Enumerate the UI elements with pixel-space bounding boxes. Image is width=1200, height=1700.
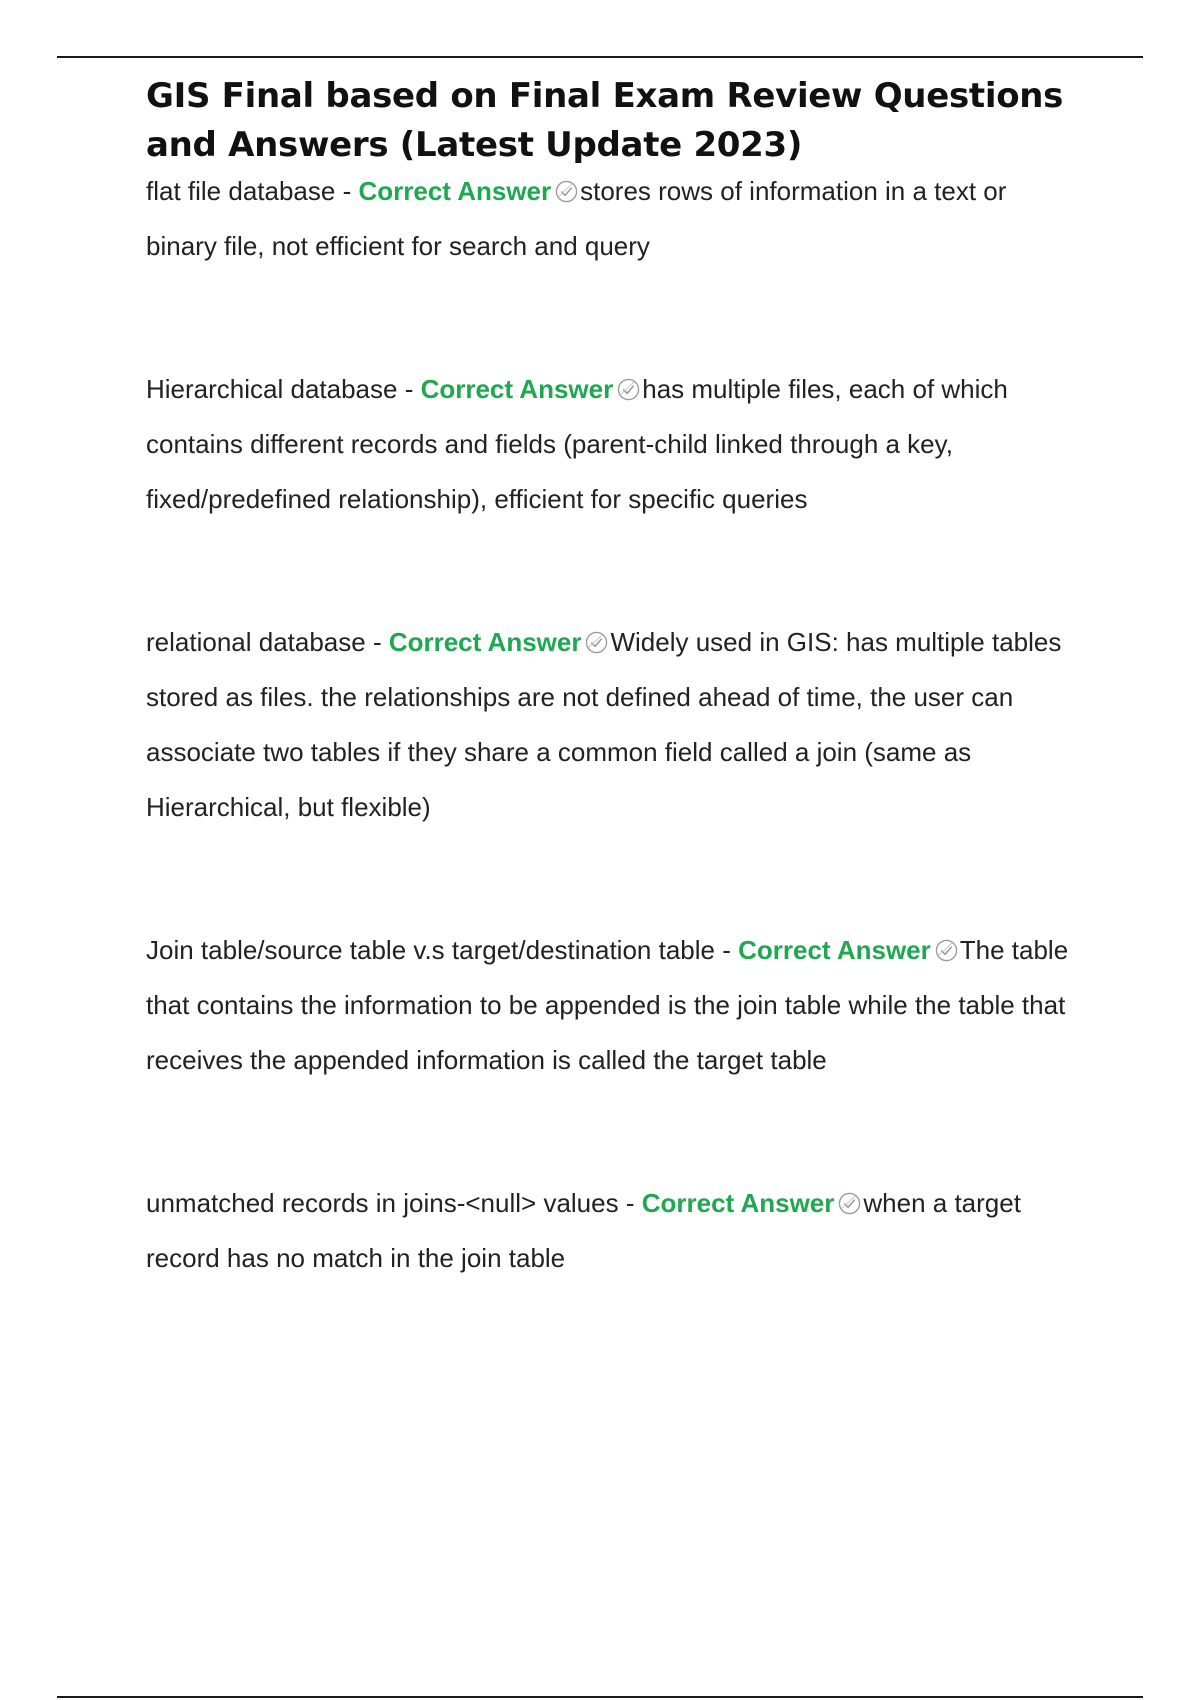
qa-separator: - (397, 374, 421, 404)
check-circle-icon (617, 378, 640, 401)
qa-separator: - (618, 1188, 642, 1218)
check-circle-icon (555, 180, 578, 203)
qa-answer: has multiple files, each of which contains different records and fields (parent-child linked through a key, fixed/predefined relationship), efficient for specific queries (146, 374, 1008, 514)
correct-answer-label: Correct Answer (420, 374, 614, 404)
qa-term: Join table/source table v.s target/destination table (146, 935, 715, 965)
correct-answer-label: Correct Answer (641, 1188, 835, 1218)
qa-answer: The table that contains the information to be appended is the join table while the table that receives the appended information is called the target table (146, 935, 1069, 1075)
bottom-rule (57, 1696, 1143, 1698)
check-circle-icon (838, 1192, 861, 1215)
qa-list (146, 164, 1076, 1286)
qa-answer: Widely used in GIS: has multiple tables stored as files. the relationships are not defined ahead of time, the user can associate two tables if they share a common field called a join (same as Hierarchical, but flexible) (146, 627, 1062, 822)
qa-separator: - (714, 935, 739, 965)
qa-term: unmatched records in joins-<null> values (146, 1188, 619, 1218)
qa-answer: stores rows of information in a text or binary file, not efficient for search and query (146, 176, 1007, 261)
qa-term: Hierarchical database (146, 374, 398, 404)
qa-answer: when a target record has no match in the join table (146, 1188, 1021, 1273)
qa-term: flat file database (146, 176, 336, 206)
qa-separator: - (335, 176, 359, 206)
qa-item (146, 164, 1076, 274)
qa-item (146, 362, 1076, 527)
qa-separator: - (365, 627, 389, 657)
qa-item (146, 1176, 1076, 1286)
correct-answer-label: Correct Answer (358, 176, 552, 206)
qa-item (146, 615, 1076, 835)
qa-term: relational database (146, 627, 366, 657)
check-circle-icon (935, 939, 958, 962)
correct-answer-label: Correct Answer (388, 627, 582, 657)
document-title: GIS Final based on Final Exam Review Questions and Answers (Latest Update 2023) (146, 76, 1064, 165)
document-page (146, 72, 1076, 1374)
check-circle-icon (585, 631, 608, 654)
top-rule (57, 56, 1143, 58)
qa-item (146, 923, 1076, 1088)
correct-answer-label: Correct Answer (738, 935, 931, 965)
